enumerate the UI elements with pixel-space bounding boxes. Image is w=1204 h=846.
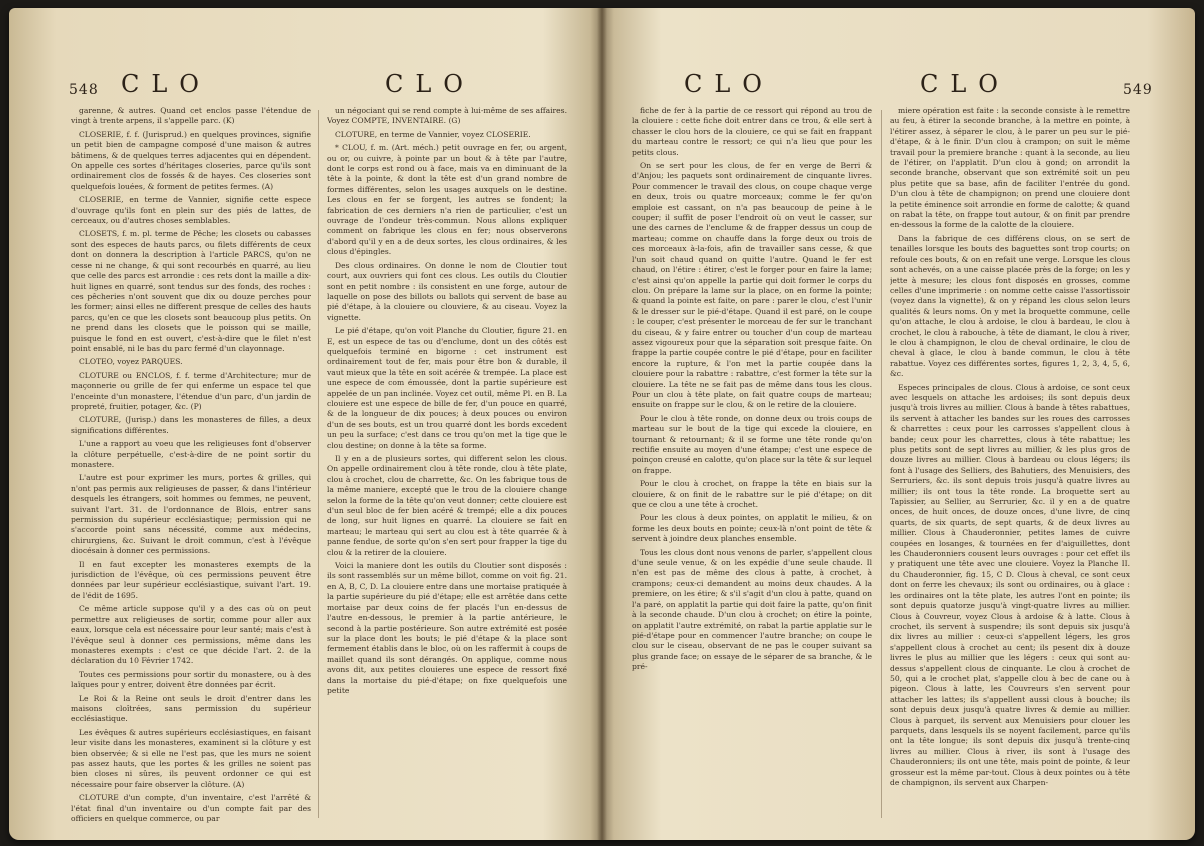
paragraph: CLOTURE, (Jurisp.) dans les monasteres de filles, a deux significations différentes. — [71, 415, 311, 435]
running-head: CLO — [920, 70, 1010, 98]
paragraph: Il y en a de plusieurs sortes, qui different selon les clous. On appelle ordinairement clou à tête ronde, clou à tête plate, clou à crochet, clou de charrette, &c. On les fabrique tous de la même maniere, excepté que le trou de la clouiere change selon la forme de la tête qu'on veut donner; cette clouiere est d'un seul bloc de fer bien acéré & trempé; elle a dix pouces de long, sur huit lignes en quarré. La clouiere se fait en marteau; le marteau qui sert au clou est à tête quarrée & à panne fendue, de sorte qu'on s'en sert pour frapper la tige du clou & la retirer de la clouiere. — [327, 454, 567, 557]
paragraph: Tous les clous dont nous venons de parler, s'appellent clous d'une seule venue, & on les expédie d'une seule chaude. Il n'en est pas de même des clous à patte, à crochet, à crampons; ceux-ci demandent au moins deux chaudes. A la premiere, on les étire; & s'il s'agit d'un clou à patte, quand on l'a paré, on applatit la partie qui doit faire la patte, qu'on finit à la seconde chaude. D'un clou à crochet; on étire la pointe, on applatit l'autre extrémité, on rabat la partie applatie sur le pié-d'étape pour en commencer l'autre branche; on coupe le clou sur le ciseau, observant de ne pas le couper suivant sa plus grande face; on essaye de le séparer de sa branche, & le pré- — [632, 547, 872, 672]
right-page — [602, 8, 1195, 840]
page-number: 548 — [69, 82, 99, 98]
paragraph: Toutes ces permissions pour sortir du monastere, ou à des laïques pour y entrer, doivent être données par écrit. — [71, 669, 311, 690]
paragraph: Le Roi & la Reine ont seuls le droit d'entrer dans les maisons cloîtrées, sans permission du supérieur ecclésiastique. — [71, 693, 311, 724]
paragraph: L'une a rapport au voeu que les religieuses font d'observer la clôture perpétuelle, c'est-à-dire de ne point sortir du monastere. — [71, 439, 311, 469]
paragraph: Voici la maniere dont les outils du Cloutier sont disposés : ils sont rassemblés sur un même billot, comme on voit fig. 21. en A, B, C, D. La clouiere entre dans une mortaise pratiquée à la partie supérieure du pié d'étape; elle est arrêtée dans cette mortaise par deux coins de fer placés l'un en-dessus de l'autre en-dessous, le premier à la partie antérieure, le second à la partie postérieure. Son autre extrémité est posée sur la place dont les bouts; le pié d'étape & la place sont fermement établis dans le bloc, où on les raffermit à coups de maillet quand ils sont dérangés. On applique, comme nous avons dit, aux petites clouieres une espece de ressort fixé dans la mortaise du pié-d'étape; on fixe quelquefois une petite — [327, 561, 567, 695]
text-column — [327, 106, 567, 826]
column-rule — [881, 110, 882, 818]
paragraph: Especes principales de clous. Clous à ardoise, ce sont ceux avec lesquels on attache les ardoises; ils sont depuis deux jusqu'à trois livres au millier. Clous à bande à têtes rabattues, ils servent à attacher les bandes sur les roues des carrosses & charrettes : ceux pour les carrosses s'appellent clous à bande; ceux pour les charrettes, clous à tête rabattue; les plus petits sont de sept livres au millier, & les plus gros de douze livres au millier. Clous à bardeau ou clous légers; ils font à l'usage des Selliers, des Bahutiers, des Menuisiers, des Serruriers, &c. ils sont depuis trois jusqu'à quatre livres au millier; ils ont tous la tête ronde. La broquette sert au Tapissier, au Sellier, au Serrurier, &c. il y en a de quatre onces, de huit onces, de douze onces, d'une livre, de cinq quarts, de six quarts, de sept quarts, & de deux livres au millier. Clous à Chauderonnier, petites lames de cuivre coupées en losanges, & tournées en fer d'aiguillettes, dont les Chauderonniers cousent leurs ouvrages : pour cet effet ils y pratiquent une tête avec une clouiere. Voyez la Planche II. du Chauderonnier, fig. 15, C D. Clous à cheval, ce sont ceux dont on ferre les chevaux; ils sont ou ordinaires, ou à glace : les ordinaires ont la tête plate, les autres l'ont en pointe; ils sont depuis quatorze jusqu'à vingt-quatre livres au millier. Clous à Couvreur, voyez Clous à ardoise & à latte. Clous à crochet, ils servent à suspendre; ils sont depuis six jusqu'à dix livres au millier : ceux-ci s'appellent légers, les gros s'appellent clous à crochet au cent; ils pesent dix à douze livres le plus au millier que les légers : ceux qui sont au-dessus s'appellent clous de cinquante. Le clou à crochet de 50, qui a le crochet plat, s'appelle clou à bec de cane ou à pigeon. Clous à latte, les Couvreurs s'en servent pour attacher les lattes; ils s'appellent aussi clous à bouche; ils sont depuis deux jusqu'à quatre livres & demie au millier. Clous à parquet, ils servent aux Menuisiers pour clouer les parquets, dans lesquels ils se noyent facilement, parce qu'ils ont la tête longue; ils sont depuis dix jusqu'à trente-cinq livres au millier. Clous à river, ils sont à l'usage des Chauderonniers; ils ont une tête, mais point de pointe, & leur grosseur est la même par-tout. Clous à deux pointes ou à tête de champignon, ils servent aux Charpen- — [890, 382, 1130, 787]
paragraph: CLOTURE ou ENCLOS, f. f. terme d'Architecture; mur de maçonnerie ou grille de fer qui enferme un espace tel que l'enceinte d'un monastere, l'étendue d'un parc, d'un jardin de propreté, fruitier, potager, &c. (P) — [71, 370, 311, 411]
paragraph: Pour le clou à tête ronde, on donne deux ou trois coups de marteau sur le bout de la tige qui excede la clouiere, en tournant & retournant; & il se forme une tête ronde qu'on rectifie ensuite au moyen d'une étampe; c'est une espece de poinçon creusé en calotte, qu'on place sur la tête & sur lequel on frappe. — [632, 413, 872, 475]
page-number: 549 — [1123, 82, 1153, 98]
running-head: CLO — [385, 70, 475, 98]
running-head: CLO — [684, 70, 774, 98]
paragraph: Ce même article suppose qu'il y a des cas où on peut permettre aux religieuses de sortir, comme pour aller aux eaux, lorsque cela est nécessaire pour leur santé; mais c'est à l'évêque seul à donner ces permissions, même dans les monasteres exempts : c'est ce que décide l'art. 2. de la déclaration du 10 Février 1742. — [71, 604, 311, 666]
paragraph: CLOSETS, f. m. pl. terme de Pêche; les closets ou cabasses sont des especes de hauts parcs, ou filets différents de ceux dont on donnera la description à l'article PARCS, qu'on ne cesse ni ne change, & qui sont recourbés en quarré, au lieu que celle des parcs est arrondie : ces rets dont la maille a dix-huit lignes en quarré, sont tendus sur des fonds, des roches : ces pêcheries n'ont souvent que dix ou douze perches pour les former; ainsi elles ne different presque de celles des hauts parcs, qu'en ce que les closets sont beaucoup plus petits. On ne prend dans les closets que le poisson qui se maille, puisque le fond en est ouvert, c'est-à-dire que le filet n'est point ensablé, ni le bas du parc fermé d'un clayonnage. — [71, 229, 311, 353]
paragraph: fiche de fer à la partie de ce ressort qui répond au trou de la clouiere : cette fiche doit entrer dans ce trou, & elle sert à chasser le clou hors de la clouiere, ce qui se fait en frappant du marteau contre le ressort; ce qui n'a lieu que pour les petits clous. — [632, 106, 872, 157]
running-head: CLO — [121, 70, 211, 98]
text-column — [890, 106, 1130, 826]
left-page-header — [9, 70, 602, 110]
paragraph: Dans la fabrique de ces différens clous, on se sert de tenailles lorsque les bouts des baguettes sont trop courts; on refoule ces bouts, & on en refait une verge. Lorsque les clous sont achevés, on a une caisse placée près de la forge; on les y jette à mesure; les clous font disposés en grosses, comme celles d'une imprimerie : on nomme cette caisse l'assortissoir (voyez dans la vignette), & on y répand les clous selon leurs qualités & leurs noms. On y met la broquette commune, celle qu'on attache, le clou à ardoise, le clou à bardeau, le clou à crochet, le clou à rabouche, à tête de diamant, le clou à river, le clou à champignon, le clou de cheval ordinaire, le clou de cheval à glace, le clou à bande commun, le clou à tête rabattue. Voyez ces différentes sortes, figures 1, 2, 3, 4, 5, 6, &c. — [890, 233, 1130, 379]
paragraph: Il en faut excepter les monasteres exempts de la jurisdiction de l'évêque, où ces permissions peuvent être données par leur supérieur ecclésiastique, suivant l'art. 19. de l'édit de 1695. — [71, 559, 311, 600]
paragraph: Pour le clou à crochet, on frappe la tête en biais sur la clouiere, & on finit de le rabattre sur le pié d'étape; on dit que ce clou a une tête à crochet. — [632, 479, 872, 510]
paragraph: CLOTEO, voyez PARQUES. — [79, 357, 183, 367]
paragraph: miere opération est faite : la seconde consiste à le remettre au feu, à étirer la seconde branche, à la mettre en pointe, à l'étirer assez, à séparer le clou, à le parer un peu sur le pié-d'étape, & à le finir. D'un clou à crampon; on suit le même travail pour la premiere branche : quant à la seconde, au lieu de l'étirer, on l'applatit. D'un clou à gond; on arrondit la seconde branche, observant que son extrémité soit un peu plus petite que sa base, afin de faciliter l'entrée du gond. D'un clou à tête de champignon; on prend une clouiere dont la petite éminence soit arrondie en forme de calotte; & quand on rabat la tête, on frappe tout autour, & on finit par prendre en-dessous la forme de la calotte de la clouiere. — [890, 106, 1130, 230]
paragraph: un négociant qui se rend compte à lui-même de ses affaires. Voyez COMPTE, INVENTAIRE. (G) — [327, 106, 567, 126]
paragraph: L'autre est pour exprimer les murs, portes & grilles, qui n'ont pas permis aux religieuses de passer, & dans l'intérieur desquels les étrangers, soit hommes ou femmes, ne peuvent, suivant l'art. 31. de l'ordonnance de Blois, entrer sans permission du supérieur ecclésiastique; permission qui ne s'accorde point sans nécessité, comme aux médecins, chirurgiens, &c. Suivant le droit commun, c'est à l'évêque diocésain à donner ces permissions. — [71, 473, 311, 556]
paragraph: Des clous ordinaires. On donne le nom de Cloutier tout court, aux ouvriers qui font ces clous. Les outils du Cloutier sont en petit nombre : ils consistent en une forge, autour de laquelle on pose des billots ou ballots qui servent de base au pié d'étape, à la clouiere ou clouviere, & au ciseau. Voyez la vignette. — [327, 260, 567, 322]
paragraph: Le pié d'étape, qu'on voit Planche du Cloutier, figure 21. en E, est un espece de tas ou d'enclume, dont un des côtés est quelquefois terminé en bigorne : cet instrument est ordinairement tout de fer, mais pour être bon & durable, il vaut mieux que la tête en soit acérée & trempée. La place est une espece de com émoussée, dont la partie supérieure est appelée de un pan inclinée. Voyez cet outil, même Pl. en B. La clouiere est une espece de bille de fer, d'un pouce en quarré, & de la longueur de dix pouces; à deux pouces ou environ d'un de ses bouts, est un trou quarré dont les bords excedent un peu la surface; c'est dans ce trou qu'on met la tige que le clou destine; on donne à la tête sa forme. — [327, 326, 567, 450]
left-page — [9, 8, 602, 840]
paragraph: * CLOU, f. m. (Art. méch.) petit ouvrage en fer, ou argent, ou or, ou cuivre, à pointe par un bout & à tête par l'autre, dont le corps est rond ou à face, mais va en diminuant de la tête à la pointe, & dont la tête est d'un grand nombre de formes différentes, selon les usages auxquels on le destine. Les clous en fer se forgent, les autres se fondent; la fabrication de ces derniers n'a rien de particulier, c'est un ouvrage de l'ondeur très-commun. Nous allons expliquer comment on fabrique les clous en fer; nous observerons d'abord qu'il y en a de deux sortes, les clous ordinaires, & les clous d'épingles. — [327, 143, 567, 257]
paragraph: On se sert pour les clous, de fer en verge de Berri & d'Anjou; les paquets sont ordinairement de cinquante livres. Pour commencer le travail des clous, on coupe chaque verge en deux, trois ou quatre morceaux; comme le fer qu'on emploie est cassant, on n'a pas beaucoup de peine à le couper; il suffit de poser l'endroit où on veut le casser, sur une des carnes de l'enclume & de frapper dessus un coup de marteau; comme on chauffe dans la forge deux ou trois de ces morceaux à-la-fois, afin de travailler sans cesse, & que l'un soit chaud quand on quitte l'autre. Quand le fer est chaud, on l'étire : étirer, c'est le forger pour en faire la lame; c'est ainsi qu'on appelle la partie qui doit former le corps du clou. On prépare la lame sur la place, on en forme la pointe; & quand la pointe est faite, on pare : parer le clou, c'est l'unir & le dresser sur le pié-d'étape. Quand il est paré, on le coupe : le couper, c'est présenter le morceau de fer sur le tranchant du ciseau, & y faire entrer ou toucher d'un coup de marteau assez vigoureux pour que la séparation soit presque faite. On frappe la partie coupée contre le pié d'étape, pour en faciliter encore la rupture, & l'on met la partie coupée dans la clouiere pour la rabattre : rabattre, c'est former la tête sur la clouiere. La tête ne se fait pas de même dans tous les clous. Pour un clou à tête plate, on fait quatre coups de marteau; ensuite on frappe sur le clou, & on le retire de la clouiere. — [632, 161, 872, 410]
paragraph: CLOSERIE, en terme de Vannier, signifie cette espece d'ouvrage qu'ils font en plein sur des piés de lattes, de cerceaux, ou d'autres choses semblables. — [71, 195, 311, 226]
right-page-header — [602, 70, 1195, 110]
text-column — [71, 106, 311, 826]
paragraph: garenne, & autres. Quand cet enclos passe l'étendue de vingt à trente arpens, il s'appelle parc. (K) — [71, 106, 311, 126]
paragraph: CLOTURE, en terme de Vannier, voyez CLOSERIE. — [335, 129, 531, 139]
paragraph: Pour les clous à deux pointes, on applatit le milieu, & on forme les deux bouts en pointe; ceux-là n'ont point de tête & servent à joindre deux planches ensemble. — [632, 513, 872, 544]
column-rule — [318, 110, 319, 818]
text-column — [632, 106, 872, 826]
paragraph: CLOSERIE, f. f. (Jurisprud.) en quelques provinces, signifie un petit bien de campagne composé d'une maison & autres bâtimens, & de quelques terres adjacentes qui en dépendent. On appelle ces sortes d'héritages closeries, parce qu'ils sont ordinairement clos de fossés & de hayes. Ces closeries sont quelquefois louées, & forment de petites fermes. (A) — [71, 129, 311, 191]
open-book — [9, 8, 1195, 840]
paragraph: Les évêques & autres supérieurs ecclésiastiques, en faisant leur visite dans les monasteres, examinent si la clôture y est bien observée; & si elle ne l'est pas, que les murs ne soient pas assez hauts, que les portes & les grilles ne soient pas bien closes ni sûres, ils peuvent ordonner ce qui est nécessaire pour faire observer la clôture. (A) — [71, 727, 311, 789]
paragraph: CLOTURE d'un compte, d'un inventaire, c'est l'arrêté & l'état final d'un inventaire ou d'un compte fait par des officiers en quelque commerce, ou par — [71, 793, 311, 823]
